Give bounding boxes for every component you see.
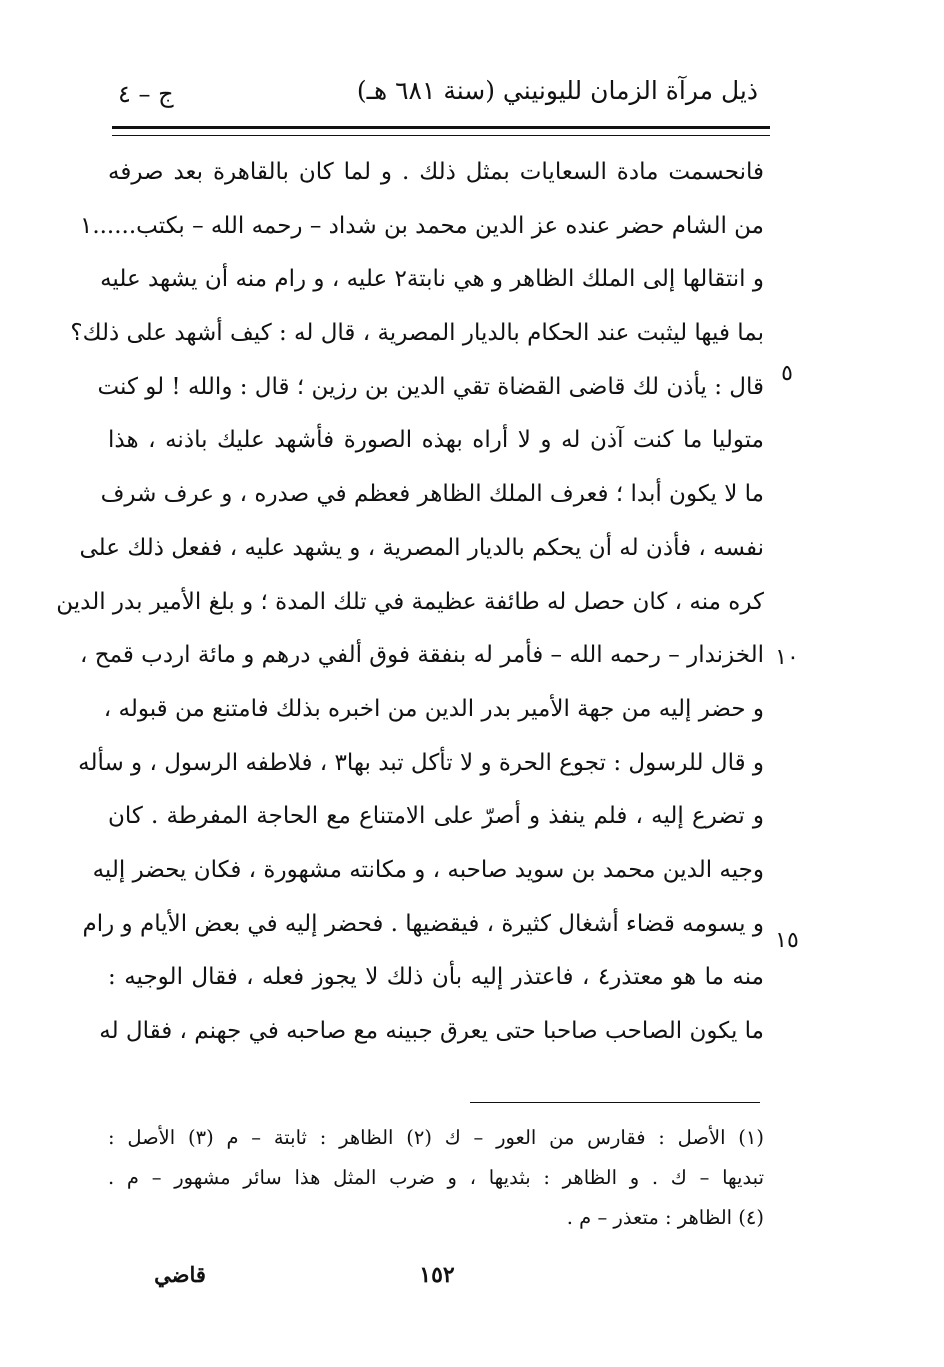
running-title: ذيل مرآة الزمان لليونيني (سنة ٦٨١ هـ) (356, 76, 758, 105)
text-line: متوليا ما كنت آذن له و لا أراه بهذه الصورة فأشهد عليك باذنه ، هذا (108, 427, 764, 454)
running-header (110, 66, 770, 116)
text-line: الخزندار – رحمه الله – فأمر له بنفقة فوق ألفي درهم و مائة اردب قمح ، (80, 642, 764, 669)
line-number-15: ١٥ (775, 928, 799, 953)
text-line: و حضر إليه من جهة الأمير بدر الدين من اخبره بذلك فامتنع من قبوله ، (103, 695, 764, 722)
text-line: ما يكون الصاحب صاحبا حتى يعرق جبينه مع صاحبه في جهنم ، فقال له (99, 1018, 764, 1044)
line-number-10: ١٠ (775, 645, 799, 670)
text-line: فانحسمت مادة السعايات بمثل ذلك . و لما كان بالقاهرة بعد صرفه (108, 159, 764, 185)
text-line: كره منه ، كان حصل له طائفة عظيمة في تلك المدة ؛ و بلغ الأمير بدر الدين (56, 588, 764, 615)
text-line: و قال للرسول : تجوع الحرة و لا تأكل تبد بها٣ ، فلاطفه الرسول ، و سأله (78, 749, 764, 776)
text-line: بما فيها ليثبت عند الحكام بالديار المصرية ، قال له : كيف أشهد على ذلك؟ (70, 320, 764, 347)
text-line: و يسومه قضاء أشغال كثيرة ، فيقضيها . فحضر إليه في بعض الأيام و رام (82, 910, 764, 937)
footnote-line: تبديها – ك . و الظاهر : بثديها ، و ضرب المثل هذا سائر مشهور – م . (108, 1166, 764, 1189)
footnote-line: (٤) الظاهر : متعذر – م . (566, 1206, 764, 1229)
text-line: و تضرع إليه ، فلم ينفذ و أصرّ على الامتناع مع الحاجة المفرطة . كان (108, 803, 764, 830)
line-number-5: ٥ (781, 361, 793, 386)
page-number: ١٥٢ (419, 1262, 455, 1288)
footnote-line: (١) الأصل : فقارس من العور – ك (٢) الظاهر : ثابتة – م (٣) الأصل : (108, 1126, 764, 1149)
text-line: من الشام حضر عنده عز الدين محمد بن شداد – رحمه الله – بكتب......١ (79, 212, 764, 239)
text-line: منه ما هو معتذر٤ ، فاعتذر إليه بأن ذلك لا يجوز فعله ، فقال الوجيه : (108, 964, 764, 991)
text-line: نفسه ، فأذن له أن يحكم بالديار المصرية ، و يشهد عليه ، ففعل ذلك على (79, 534, 764, 561)
main-text (56, 146, 764, 1059)
text-line: و انتقالها إلى الملك الظاهر و هي نابتة٢ عليه ، و رام منه أن يشهد عليه (100, 266, 764, 293)
text-line: ما لا يكون أبدا ؛ فعرف الملك الظاهر فعظم في صدره ، و عرف شرف (100, 481, 764, 508)
header-rule (112, 126, 770, 136)
footnotes (108, 1118, 764, 1238)
volume-label: ج – ٤ (118, 80, 174, 108)
text-line: وجيه الدين محمد بن سويد صاحبه ، و مكانته مشهورة ، فكان يحضر إليه (92, 856, 764, 883)
signature-mark: قاضي (154, 1262, 206, 1287)
footnote-rule (470, 1102, 760, 1103)
text-line: قال : يأذن لك قاضى القضاة تقي الدين بن رزين ؛ قال : والله ! لو كنت (97, 373, 764, 400)
